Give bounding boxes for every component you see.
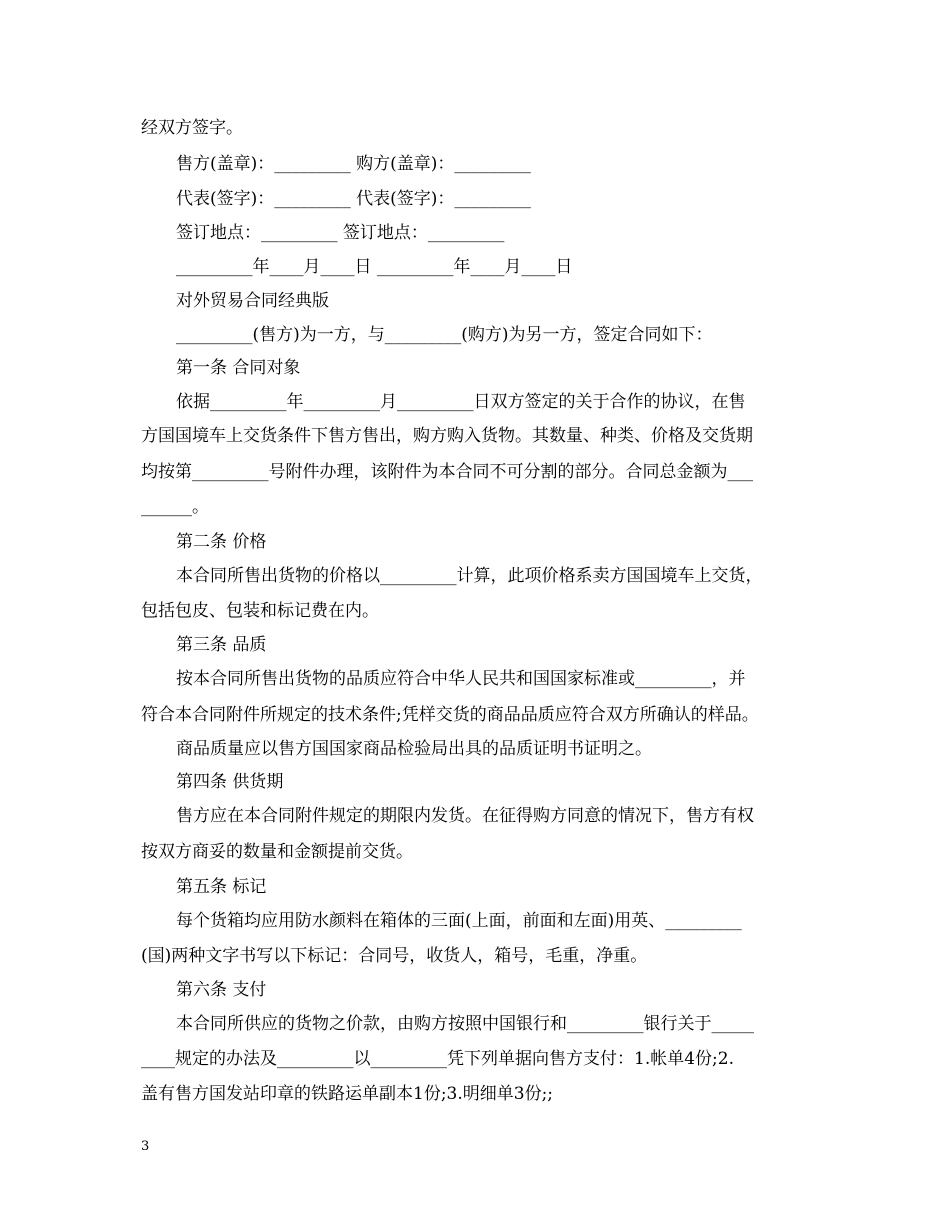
article-heading: 第六条 支付 (176, 980, 267, 1000)
text-line: 依据_________年_________月_________日双方签定的关于合作的协议，在售 (176, 392, 746, 412)
text-line: (国)两种文字书写以下标记：合同号，收货人，箱号，毛重，净重。 (141, 946, 648, 966)
text-line: 代表(签字)：_________ 代表(签字)：_________ (176, 189, 531, 209)
article-heading: 第三条 品质 (176, 635, 267, 655)
text-line: 每个货箱均应用防水颜料在箱体的三面(上面，前面和左面)用英、_________ (176, 911, 742, 931)
text-line: _________年____月____日 _________年____月____日 (176, 257, 573, 277)
text-line: 商品质量应以售方国国家商品检验局出具的品质证明书证明之。 (176, 739, 652, 759)
text-line: 盖有售方国发站印章的铁路运单副本1份;3.明细单3份;; (141, 1084, 554, 1104)
text-line: 按双方商妥的数量和金额提前交货。 (141, 842, 413, 862)
article-heading: 第四条 供货期 (176, 772, 284, 792)
article-heading: 第二条 价格 (176, 532, 267, 552)
text-line: 方国国境车上交货条件下售方售出，购方购入货物。其数量、种类、价格及交货期 (141, 426, 753, 446)
text-line: 本合同所售出货物的价格以_________计算，此项价格系卖方国国境车上交货， (176, 566, 763, 586)
text-line: ______。 (141, 497, 209, 517)
text-line: 均按第_________号附件办理，该附件为本合同不可分割的部分。合同总金额为___ (141, 462, 753, 482)
section-title: 对外贸易合同经典版 (176, 291, 329, 311)
text-line: 经双方签字。 (141, 118, 243, 138)
text-line: 符合本合同附件所规定的技术条件;凭样交货的商品品质应符合双方所确认的样品。 (141, 705, 759, 725)
article-heading: 第五条 标记 (176, 877, 267, 897)
text-line: 售方应在本合同附件规定的期限内发货。在征得购方同意的情况下，售方有权 (176, 806, 754, 826)
text-line: _________(售方)为一方，与_________(购方)为另一方，签定合同如下： (176, 325, 713, 345)
text-line: ____规定的办法及_________以_________凭下列单据向售方支付：1.帐单4份;2. (141, 1049, 734, 1069)
text-line: 包括包皮、包装和标记费在内。 (141, 601, 379, 621)
text-line: 本合同所供应的货物之价款，由购方按照中国银行和_________银行关于_____ (176, 1014, 754, 1034)
page-number: 3 (141, 1139, 150, 1154)
text-line: 签订地点：_________ 签订地点：_________ (176, 223, 505, 243)
text-line: 按本合同所售出货物的品质应符合中华人民共和国国家标准或_________，并 (176, 669, 746, 689)
text-line: 售方(盖章)：_________ 购方(盖章)：_________ (176, 154, 531, 174)
article-heading: 第一条 合同对象 (176, 358, 301, 378)
